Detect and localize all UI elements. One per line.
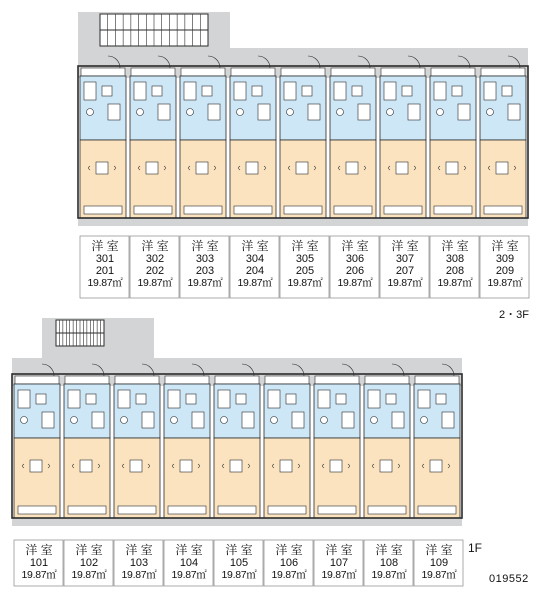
kitchen-counter <box>242 412 254 428</box>
unit-label-102 <box>64 540 113 586</box>
entrance-area <box>65 376 109 384</box>
table <box>330 460 342 472</box>
window-sill <box>318 506 356 514</box>
unit-type-text: 洋 室 <box>391 239 419 253</box>
entrance-area <box>415 376 459 384</box>
staircase <box>100 14 208 46</box>
unit-number-text: 208 <box>445 265 465 277</box>
unit-area-text: 19.87㎡ <box>337 277 373 289</box>
window-sill <box>284 206 322 214</box>
window-sill <box>84 206 122 214</box>
unit-number-text: 204 <box>245 265 265 277</box>
unit-type-text: 洋 室 <box>75 543 103 557</box>
unit-area-text: 19.87㎡ <box>87 277 123 289</box>
unit-label-108 <box>364 540 413 586</box>
staircase <box>56 320 104 346</box>
washbasin <box>36 394 46 404</box>
table <box>96 162 108 174</box>
unit-number-text: 206 <box>345 265 365 277</box>
window-sill <box>134 206 172 214</box>
unit-103 <box>114 364 160 518</box>
unit-305 <box>280 56 326 218</box>
kitchen-counter <box>442 412 454 428</box>
unit-type-text: 洋 室 <box>375 543 403 557</box>
window-sill <box>184 206 222 214</box>
toilet <box>387 109 394 116</box>
unit-number-text: 202 <box>145 265 165 277</box>
unit-area-text: 19.87㎡ <box>387 277 423 289</box>
unit-number-text: 307 <box>395 253 415 265</box>
unit-area-text: 19.87㎡ <box>137 277 173 289</box>
entrance-area <box>231 68 275 76</box>
washbasin <box>286 394 296 404</box>
unit-label-306 <box>330 236 379 298</box>
kitchen-counter <box>358 104 370 120</box>
toilet <box>137 109 144 116</box>
unit-number-text: 103 <box>129 557 149 569</box>
unit-label-104 <box>164 540 213 586</box>
unit-101 <box>14 364 60 518</box>
unit-number-text: 303 <box>195 253 215 265</box>
washbasin <box>336 394 346 404</box>
unit-area-text: 19.87㎡ <box>171 569 207 581</box>
bathtub <box>384 82 396 100</box>
window-sill <box>18 506 56 514</box>
unit-303 <box>180 56 226 218</box>
bathtub <box>118 390 130 408</box>
unit-label-305 <box>280 236 329 298</box>
unit-label-307 <box>380 236 429 298</box>
unit-area-text: 19.87㎡ <box>21 569 57 581</box>
window-sill <box>418 506 456 514</box>
window-sill <box>268 506 306 514</box>
toilet <box>371 417 378 424</box>
kitchen-counter <box>142 412 154 428</box>
unit-area-text: 19.87㎡ <box>271 569 307 581</box>
unit-area-text: 19.87㎡ <box>437 277 473 289</box>
unit-label-105 <box>214 540 263 586</box>
unit-area-text: 19.87㎡ <box>287 277 323 289</box>
unit-label-109 <box>414 540 463 586</box>
window-sill <box>484 206 522 214</box>
toilet <box>337 109 344 116</box>
toilet <box>221 417 228 424</box>
unit-type-text: 洋 室 <box>491 239 519 253</box>
window-sill <box>368 506 406 514</box>
unit-type-text: 洋 室 <box>25 543 53 557</box>
window-sill <box>384 206 422 214</box>
entrance-area <box>381 68 425 76</box>
unit-number-text: 305 <box>295 253 315 265</box>
unit-109 <box>414 364 460 518</box>
unit-104 <box>164 364 210 518</box>
unit-area-text: 19.87㎡ <box>487 277 523 289</box>
unit-type-text: 洋 室 <box>125 543 153 557</box>
table <box>280 460 292 472</box>
unit-type-text: 洋 室 <box>191 239 219 253</box>
toilet <box>171 417 178 424</box>
table <box>346 162 358 174</box>
entrance-area <box>81 68 125 76</box>
table <box>80 460 92 472</box>
washbasin <box>352 86 362 96</box>
unit-label-301 <box>80 236 129 298</box>
balcony <box>12 518 462 526</box>
unit-number-text: 102 <box>79 557 99 569</box>
unit-type-text: 洋 室 <box>175 543 203 557</box>
bathtub <box>284 82 296 100</box>
unit-area-text: 19.87㎡ <box>187 277 223 289</box>
toilet <box>271 417 278 424</box>
window-sill <box>434 206 472 214</box>
unit-number-text: 209 <box>495 265 515 277</box>
entrance-area <box>115 376 159 384</box>
table <box>396 162 408 174</box>
unit-area-text: 19.87㎡ <box>237 277 273 289</box>
kitchen-counter <box>42 412 54 428</box>
kitchen-counter <box>292 412 304 428</box>
unit-number-text: 109 <box>429 557 449 569</box>
window-sill <box>234 206 272 214</box>
unit-label-308 <box>430 236 479 298</box>
washbasin <box>252 86 262 96</box>
unit-number-text: 203 <box>195 265 215 277</box>
table <box>180 460 192 472</box>
kitchen-counter <box>192 412 204 428</box>
floor-label-ground: 1F <box>468 541 483 555</box>
table <box>380 460 392 472</box>
bathtub <box>334 82 346 100</box>
entrance-area <box>481 68 525 76</box>
kitchen-counter <box>342 412 354 428</box>
unit-number-text: 108 <box>379 557 399 569</box>
unit-106 <box>264 364 310 518</box>
bathtub <box>234 82 246 100</box>
washbasin <box>152 86 162 96</box>
unit-108 <box>364 364 410 518</box>
washbasin <box>386 394 396 404</box>
washbasin <box>502 86 512 96</box>
toilet <box>187 109 194 116</box>
washbasin <box>102 86 112 96</box>
toilet <box>21 417 28 424</box>
reference-code: 019552 <box>489 573 529 585</box>
unit-type-text: 洋 室 <box>141 239 169 253</box>
kitchen-counter <box>308 104 320 120</box>
bathtub <box>18 390 30 408</box>
unit-302 <box>130 56 176 218</box>
toilet <box>71 417 78 424</box>
balcony <box>78 218 528 226</box>
kitchen-counter <box>208 104 220 120</box>
table <box>430 460 442 472</box>
unit-type-text: 洋 室 <box>275 543 303 557</box>
bathtub <box>218 390 230 408</box>
toilet <box>437 109 444 116</box>
table <box>446 162 458 174</box>
table <box>230 460 242 472</box>
unit-307 <box>380 56 426 218</box>
washbasin <box>136 394 146 404</box>
entrance-area <box>315 376 359 384</box>
unit-number-text: 105 <box>229 557 249 569</box>
unit-area-text: 19.87㎡ <box>121 569 157 581</box>
window-sill <box>334 206 372 214</box>
unit-type-text: 洋 室 <box>441 239 469 253</box>
window-sill <box>168 506 206 514</box>
toilet <box>487 109 494 116</box>
window-sill <box>68 506 106 514</box>
washbasin <box>436 394 446 404</box>
bathtub <box>318 390 330 408</box>
toilet <box>121 417 128 424</box>
unit-number-text: 104 <box>179 557 199 569</box>
table <box>146 162 158 174</box>
table <box>30 460 42 472</box>
unit-label-304 <box>230 236 279 298</box>
bathtub <box>84 82 96 100</box>
entrance-area <box>131 68 175 76</box>
entrance-area <box>215 376 259 384</box>
washbasin <box>402 86 412 96</box>
table <box>196 162 208 174</box>
unit-area-text: 19.87㎡ <box>71 569 107 581</box>
bathtub <box>418 390 430 408</box>
washbasin <box>202 86 212 96</box>
window-sill <box>218 506 256 514</box>
unit-304 <box>230 56 276 218</box>
unit-type-text: 洋 室 <box>325 543 353 557</box>
kitchen-counter <box>458 104 470 120</box>
kitchen-counter <box>508 104 520 120</box>
entrance-area <box>281 68 325 76</box>
washbasin <box>302 86 312 96</box>
toilet <box>87 109 94 116</box>
unit-area-text: 19.87㎡ <box>321 569 357 581</box>
table <box>496 162 508 174</box>
unit-number-text: 306 <box>345 253 365 265</box>
unit-area-text: 19.87㎡ <box>221 569 257 581</box>
table <box>130 460 142 472</box>
unit-number-text: 201 <box>95 265 115 277</box>
unit-number-text: 302 <box>145 253 165 265</box>
unit-label-107 <box>314 540 363 586</box>
bathtub <box>434 82 446 100</box>
washbasin <box>86 394 96 404</box>
unit-number-text: 304 <box>245 253 265 265</box>
kitchen-counter <box>392 412 404 428</box>
unit-308 <box>430 56 476 218</box>
unit-number-text: 309 <box>495 253 515 265</box>
floor-plan-ground <box>12 318 463 586</box>
entrance-area <box>181 68 225 76</box>
entrance-area <box>165 376 209 384</box>
unit-label-103 <box>114 540 163 586</box>
unit-309 <box>480 56 526 218</box>
unit-label-101 <box>14 540 63 586</box>
unit-306 <box>330 56 376 218</box>
bathtub <box>68 390 80 408</box>
unit-number-text: 205 <box>295 265 315 277</box>
unit-number-text: 101 <box>29 557 49 569</box>
table <box>296 162 308 174</box>
bathtub <box>268 390 280 408</box>
toilet <box>421 417 428 424</box>
bathtub <box>168 390 180 408</box>
unit-type-text: 洋 室 <box>341 239 369 253</box>
toilet <box>237 109 244 116</box>
unit-number-text: 301 <box>95 253 115 265</box>
unit-number-text: 107 <box>329 557 349 569</box>
unit-label-303 <box>180 236 229 298</box>
unit-area-text: 19.87㎡ <box>371 569 407 581</box>
unit-301 <box>80 56 126 218</box>
washbasin <box>452 86 462 96</box>
unit-type-text: 洋 室 <box>91 239 119 253</box>
unit-number-text: 106 <box>279 557 299 569</box>
unit-label-106 <box>264 540 313 586</box>
unit-type-text: 洋 室 <box>241 239 269 253</box>
unit-type-text: 洋 室 <box>291 239 319 253</box>
bathtub <box>134 82 146 100</box>
washbasin <box>236 394 246 404</box>
unit-type-text: 洋 室 <box>425 543 453 557</box>
entrance-area <box>331 68 375 76</box>
entrance-area <box>265 376 309 384</box>
bathtub <box>368 390 380 408</box>
entrance-area <box>15 376 59 384</box>
kitchen-counter <box>408 104 420 120</box>
kitchen-counter <box>258 104 270 120</box>
window-sill <box>118 506 156 514</box>
bathtub <box>484 82 496 100</box>
kitchen-counter <box>108 104 120 120</box>
unit-label-309 <box>480 236 529 298</box>
unit-number-text: 308 <box>445 253 465 265</box>
unit-area-text: 19.87㎡ <box>421 569 457 581</box>
washbasin <box>186 394 196 404</box>
floor-label-upper: 2・3F <box>499 309 529 321</box>
table <box>246 162 258 174</box>
toilet <box>321 417 328 424</box>
kitchen-counter <box>158 104 170 120</box>
unit-107 <box>314 364 360 518</box>
unit-number-text: 207 <box>395 265 415 277</box>
kitchen-counter <box>92 412 104 428</box>
unit-102 <box>64 364 110 518</box>
bathtub <box>184 82 196 100</box>
entrance-area <box>365 376 409 384</box>
entrance-area <box>431 68 475 76</box>
unit-label-302 <box>130 236 179 298</box>
floor-plan-upper <box>78 12 529 298</box>
toilet <box>287 109 294 116</box>
unit-type-text: 洋 室 <box>225 543 253 557</box>
unit-105 <box>214 364 260 518</box>
